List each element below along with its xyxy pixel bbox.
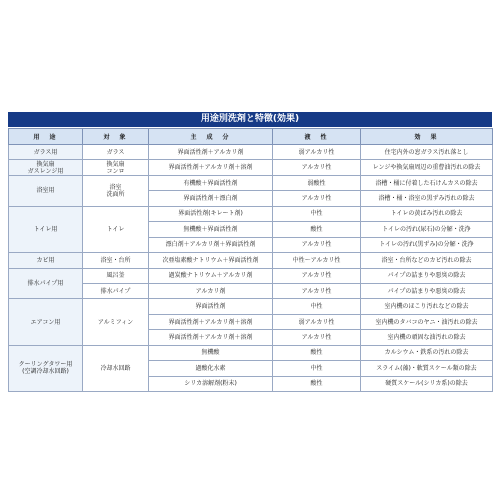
effect-cell: トイレの黄ばみ汚れの除去: [361, 206, 493, 221]
header-effect: 効 果: [361, 129, 493, 145]
ingredient-cell: シリカ溶解剤(粉末): [149, 376, 273, 391]
ingredient-cell: 界面活性剤＋アルカリ剤: [149, 145, 273, 160]
use-cell: 換気扇 ガスレンジ用: [9, 160, 83, 175]
ph-cell: アルカリ性: [273, 191, 361, 206]
effect-cell: 室内機のほこり汚れなどの除去: [361, 299, 493, 314]
effect-cell: カルシウム・鉄系の汚れの除去: [361, 345, 493, 360]
ph-cell: 中性: [273, 206, 361, 221]
effect-cell: 室内機のタバコのヤニ・油汚れの除去: [361, 314, 493, 329]
ph-cell: アルカリ性: [273, 160, 361, 175]
header-target: 対 象: [83, 129, 149, 145]
ingredient-cell: 過酸化水素: [149, 361, 273, 376]
target-cell: 浴室 洗面所: [83, 175, 149, 206]
table-row: [9, 175, 493, 190]
ingredient-cell: 無機酸: [149, 345, 273, 360]
effect-cell: 室内機の頑固な油汚れの除去: [361, 330, 493, 345]
target-cell: ガラス: [83, 145, 149, 160]
table-row: [9, 299, 493, 314]
effect-cell: 浴槽・桶に付着した石けんカスの除去: [361, 175, 493, 190]
ingredient-cell: 界面活性剤＋漂白剤: [149, 191, 273, 206]
use-cell: ガラス用: [9, 145, 83, 160]
table-title: 用途別洗剤と特徴(効果): [8, 112, 492, 127]
effect-cell: トイレの汚れ(黒ずみ)の分解・洗浄: [361, 237, 493, 252]
ingredient-cell: 界面活性剤: [149, 299, 273, 314]
use-cell: トイレ用: [9, 206, 83, 252]
ph-cell: 弱酸性: [273, 175, 361, 190]
header-use: 用 途: [9, 129, 83, 145]
header-ingredient: 主 成 分: [149, 129, 273, 145]
ph-cell: 中性: [273, 299, 361, 314]
ph-cell: アルカリ性: [273, 268, 361, 283]
ingredient-cell: 界面活性剤＋アルカリ剤＋溶剤: [149, 314, 273, 329]
use-cell: 浴室用: [9, 175, 83, 206]
ingredient-cell: 界面活性剤＋アルカリ剤＋溶剤: [149, 160, 273, 175]
ph-cell: 弱アルカリ性: [273, 314, 361, 329]
table-body: [9, 145, 493, 392]
target-cell: 排水パイプ: [83, 283, 149, 298]
effect-cell: 住宅内外の窓ガラス汚れ落とし: [361, 145, 493, 160]
use-cell: カビ用: [9, 253, 83, 268]
ingredient-cell: 無機酸＋界面活性剤: [149, 222, 273, 237]
table-row: [9, 145, 493, 160]
ph-cell: アルカリ性: [273, 283, 361, 298]
target-cell: トイレ: [83, 206, 149, 252]
detergent-table: [8, 128, 493, 392]
ingredient-cell: 界面活性剤＋アルカリ剤＋溶剤: [149, 330, 273, 345]
target-cell: 風呂釜: [83, 268, 149, 283]
effect-cell: 浴槽・桶・浴室の黒ずみ汚れの除去: [361, 191, 493, 206]
effect-cell: パイプの詰まりや悪臭の除去: [361, 283, 493, 298]
use-cell: エアコン用: [9, 299, 83, 345]
target-cell: 浴室・台所: [83, 253, 149, 268]
effect-cell: パイプの詰まりや悪臭の除去: [361, 268, 493, 283]
ph-cell: 酸性: [273, 222, 361, 237]
effect-cell: スライム(藻)・軟質スケール類の除去: [361, 361, 493, 376]
target-cell: アルミフィン: [83, 299, 149, 345]
ph-cell: アルカリ性: [273, 330, 361, 345]
table-row: [9, 345, 493, 360]
ingredient-cell: 界面活性剤(キレート剤): [149, 206, 273, 221]
effect-cell: 浴室・台所などのカビ汚れの除去: [361, 253, 493, 268]
header-ph: 液 性: [273, 129, 361, 145]
header-row: [9, 129, 493, 145]
effect-cell: トイレの汚れ(尿石)の分解・洗浄: [361, 222, 493, 237]
ph-cell: アルカリ性: [273, 237, 361, 252]
table-row: [9, 253, 493, 268]
table-row: [9, 206, 493, 221]
effect-cell: 硬質スケール(シリカ系)の除去: [361, 376, 493, 391]
ph-cell: 酸性: [273, 376, 361, 391]
ingredient-cell: アルカリ剤: [149, 283, 273, 298]
ph-cell: 中性～アルカリ性: [273, 253, 361, 268]
table-row: [9, 268, 493, 283]
target-cell: 換気扇 コンロ: [83, 160, 149, 175]
effect-cell: レンジや換気扇周辺の重曹油汚れの除去: [361, 160, 493, 175]
target-cell: 冷却水回路: [83, 345, 149, 391]
ph-cell: 中性: [273, 361, 361, 376]
ingredient-cell: 漂白剤＋アルカリ剤＋界面活性剤: [149, 237, 273, 252]
ph-cell: 酸性: [273, 345, 361, 360]
ingredient-cell: 次亜塩素酸ナトリウム＋界面活性剤: [149, 253, 273, 268]
use-cell: クーリングタワー用 (空調冷却水回路): [9, 345, 83, 391]
ph-cell: 弱アルカリ性: [273, 145, 361, 160]
use-cell: 排水パイプ用: [9, 268, 83, 299]
table-row: [9, 160, 493, 175]
ingredient-cell: 有機酸＋界面活性剤: [149, 175, 273, 190]
ingredient-cell: 過炭酸ナトリウム＋アルカリ剤: [149, 268, 273, 283]
